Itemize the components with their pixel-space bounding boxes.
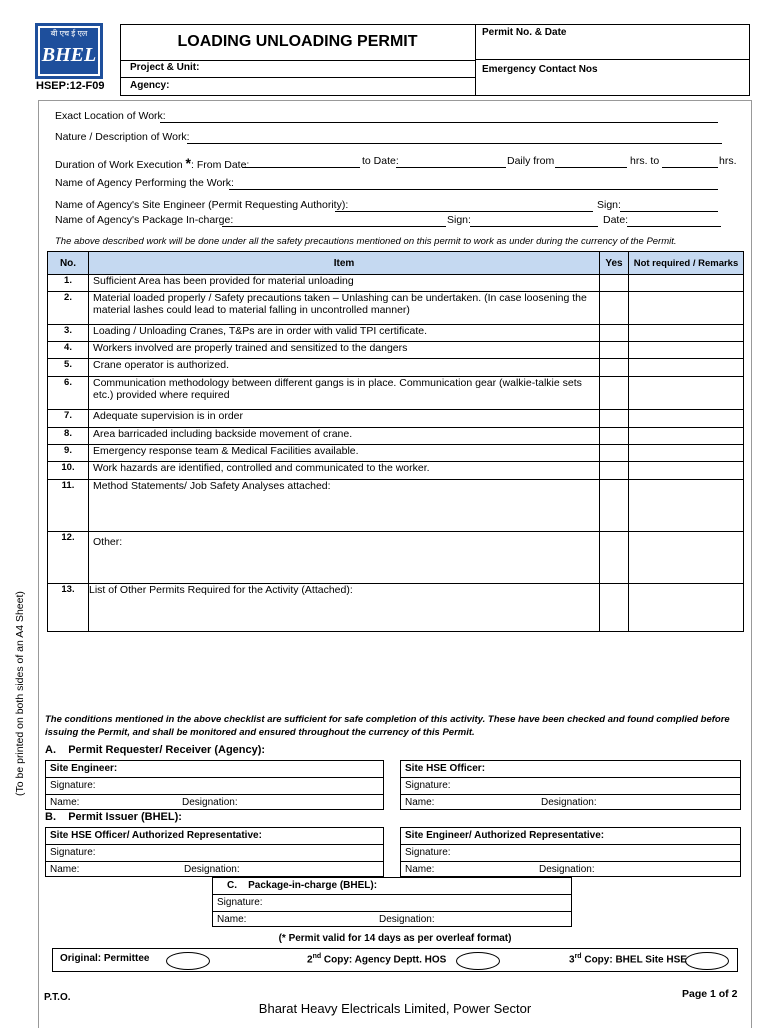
pto-label: P.T.O. bbox=[44, 992, 71, 1003]
precaution-note: The above described work will be done under all the safety precautions mentioned on this permit to work as under during the currency of the Permit. bbox=[55, 236, 677, 247]
name-field[interactable]: Name: Designation: bbox=[217, 914, 435, 925]
section-c-box: C. Package-in-charge (BHEL): Signature: Name: Designation: bbox=[212, 877, 572, 927]
copy-second: 2nd Copy: Agency Deptt. HOS bbox=[307, 953, 447, 966]
exact-location-label: Exact Location of Work: bbox=[55, 110, 166, 122]
date-field[interactable] bbox=[627, 226, 721, 227]
table-row: 12. Other: bbox=[48, 532, 744, 584]
company-footer: Bharat Heavy Electricals Limited, Power Sector bbox=[258, 1001, 532, 1016]
col-remarks-header: Not required / Remarks bbox=[629, 252, 744, 275]
name-field[interactable]: Name: Designation: bbox=[405, 864, 595, 875]
package-incharge-label: Name of Agency's Package In-charge: bbox=[55, 214, 234, 226]
hrs-to-label: hrs. to bbox=[630, 155, 660, 167]
hrs-label: hrs. bbox=[719, 155, 737, 167]
page-title: LOADING UNLOADING PERMIT bbox=[120, 24, 476, 60]
table-header-row bbox=[48, 252, 744, 275]
site-engineer-label: Name of Agency's Site Engineer (Permit Requesting Authority): bbox=[55, 199, 349, 211]
package-incharge-field[interactable] bbox=[222, 226, 446, 227]
side-note: (To be printed on both sides of an A4 Sheet) bbox=[14, 591, 26, 796]
site-engineer-field[interactable] bbox=[335, 211, 593, 212]
permit-no-cell[interactable]: Permit No. & Date bbox=[476, 24, 750, 60]
table-row: 2. Material loaded properly / Safety precautions taken – Unlashing can be undertaken. (In case loosening the material lashes could lead to material falling in uncontrolled manner) bbox=[48, 292, 744, 325]
table-row: 11. Method Statements/ Job Safety Analyses attached: bbox=[48, 480, 744, 532]
table-row: 13. List of Other Permits Required for the Activity (Attached): bbox=[48, 584, 744, 632]
col-no-header: No. bbox=[48, 252, 89, 275]
table-row: 7. Adequate supervision is in order bbox=[48, 410, 744, 428]
agency-cell[interactable]: Agency: bbox=[120, 78, 476, 96]
col-item-header: Item bbox=[89, 252, 600, 275]
section-a-hse-officer-box: Site HSE Officer: Signature: Name: Designation: bbox=[400, 760, 741, 810]
copy-third: 3rd Copy: BHEL Site HSE bbox=[569, 953, 687, 966]
logo-hindi: बी एच ई एल bbox=[50, 29, 88, 38]
copy-third-check[interactable] bbox=[685, 952, 729, 970]
table-row: 9. Emergency response team & Medical Facilities available. bbox=[48, 445, 744, 462]
section-b-engineer-box: Site Engineer/ Authorized Representative: Signature: Name: Designation: bbox=[400, 827, 741, 877]
table-row: 6. Communication methodology between different gangs is in place. Communication gear (walkie-talkie sets etc.) provided where required bbox=[48, 377, 744, 410]
checklist-table bbox=[47, 251, 744, 632]
table-row: 8. Area barricaded including backside movement of crane. bbox=[48, 428, 744, 445]
nature-field[interactable] bbox=[187, 143, 722, 144]
daily-from-label: Daily from bbox=[507, 155, 555, 167]
section-a-site-engineer-box: Site Engineer: Signature: Name: Designation: bbox=[45, 760, 384, 810]
signature-field[interactable]: Signature: bbox=[46, 778, 383, 795]
copy-original-check[interactable] bbox=[166, 952, 210, 970]
conditions-note: The conditions mentioned in the above checklist are sufficient for safe completion of this activity. These have been checked and found complied before issuing the Permit, and shall be monitored and ensured throughout the currency of this Permit. bbox=[45, 714, 730, 738]
to-date-field[interactable] bbox=[396, 167, 506, 168]
emergency-contact-cell[interactable]: Emergency Contact Nos bbox=[482, 64, 598, 75]
sign2-field[interactable] bbox=[470, 226, 598, 227]
name-field[interactable]: Name: Designation: bbox=[50, 797, 238, 808]
sign1-field[interactable] bbox=[620, 211, 718, 212]
signature-field[interactable]: Signature: bbox=[401, 778, 740, 795]
nature-label: Nature / Description of Work: bbox=[55, 131, 190, 143]
signature-field[interactable]: Signature: bbox=[213, 895, 571, 912]
date-label: Date: bbox=[603, 214, 629, 226]
copy-original: Original: Permittee bbox=[60, 953, 150, 964]
signature-field[interactable]: Signature: bbox=[401, 845, 740, 862]
table-row: 1. Sufficient Area has been provided for material unloading bbox=[48, 275, 744, 292]
col-yes-header: Yes bbox=[600, 252, 629, 275]
section-a-title: A. Permit Requester/ Receiver (Agency): bbox=[45, 744, 266, 756]
agency-name-field[interactable] bbox=[229, 189, 718, 190]
name-field[interactable]: Name: Designation: bbox=[405, 797, 597, 808]
section-b-hse-box: Site HSE Officer/ Authorized Representative: Signature: Name: Designation: bbox=[45, 827, 384, 877]
table-row: 5. Crane operator is authorized. bbox=[48, 359, 744, 377]
project-unit-cell[interactable]: Project & Unit: bbox=[120, 60, 476, 78]
bhel-logo bbox=[34, 22, 104, 80]
sign1-label: Sign: bbox=[597, 199, 621, 211]
logo-text: BHEL bbox=[41, 44, 97, 66]
table-row: 3. Loading / Unloading Cranes, T&Ps are in order with valid TPI certificate. bbox=[48, 325, 744, 342]
exact-location-field[interactable] bbox=[160, 122, 718, 123]
section-b-title: B. Permit Issuer (BHEL): bbox=[45, 811, 182, 823]
daily-from-field[interactable] bbox=[555, 167, 627, 168]
validity-note: (* Permit valid for 14 days as per overleaf format) bbox=[278, 933, 512, 944]
name-field[interactable]: Name: Designation: bbox=[50, 864, 240, 875]
to-date-label: to Date: bbox=[362, 155, 399, 167]
signature-field[interactable]: Signature: bbox=[46, 845, 383, 862]
duration-label: Duration of Work Execution *: From Date: bbox=[55, 155, 250, 171]
hrs-to-field[interactable] bbox=[662, 167, 718, 168]
page-number: Page 1 of 2 bbox=[682, 988, 738, 1000]
table-row: 4. Workers involved are properly trained and sensitized to the dangers bbox=[48, 342, 744, 359]
from-date-field[interactable] bbox=[242, 167, 360, 168]
table-row: 10. Work hazards are identified, controlled and communicated to the worker. bbox=[48, 462, 744, 480]
copy-second-check[interactable] bbox=[456, 952, 500, 970]
sign2-label: Sign: bbox=[447, 214, 471, 226]
doc-code: HSEP:12-F09 bbox=[36, 80, 105, 92]
agency-name-label: Name of Agency Performing the Work: bbox=[55, 177, 234, 189]
